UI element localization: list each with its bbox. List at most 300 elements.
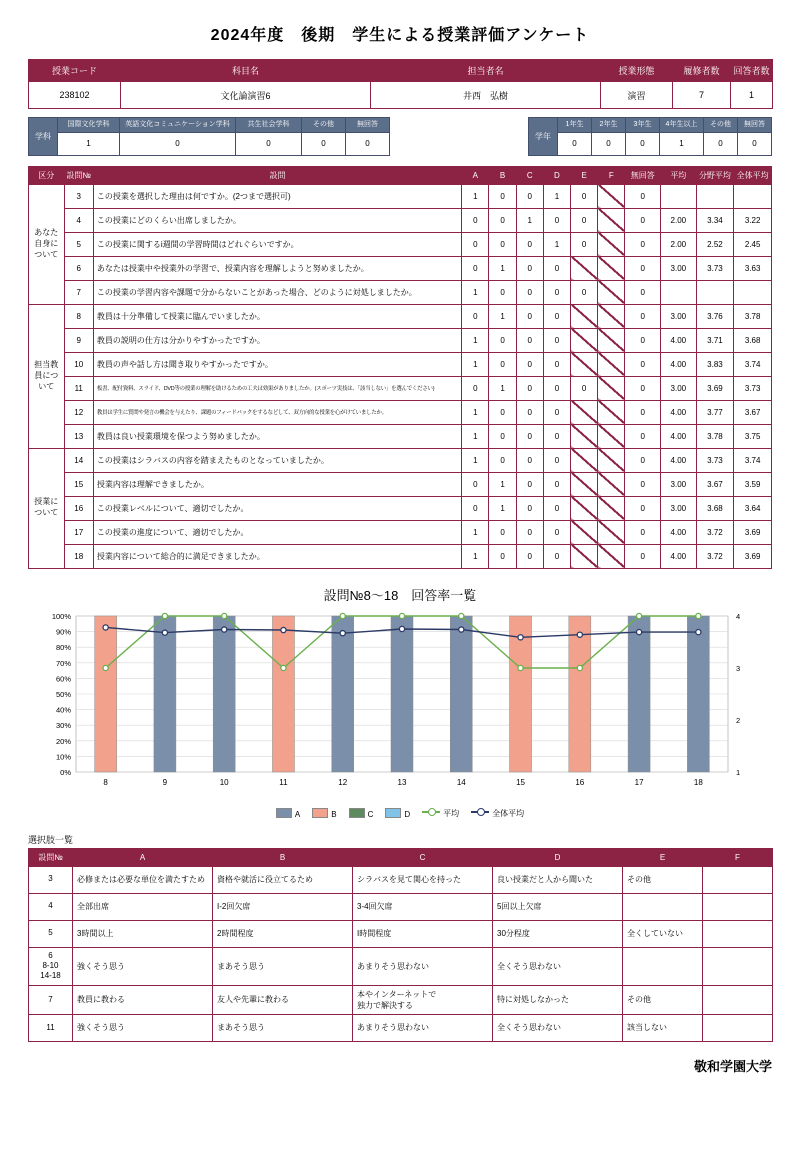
- count-e: 0: [571, 376, 598, 400]
- y-axis-tick-left: 10%: [55, 752, 71, 762]
- choice-b: 友人や先輩に教わる: [213, 985, 353, 1014]
- count-b: 1: [489, 376, 516, 400]
- count-f: [598, 232, 625, 256]
- point-全体平均-16: [577, 632, 582, 637]
- chart-svg: [28, 608, 772, 804]
- count-b: 1: [489, 472, 516, 496]
- count-c: 0: [516, 184, 543, 208]
- y-axis-tick-left: 0%: [60, 767, 71, 777]
- col-choice-e: E: [623, 848, 703, 866]
- value-course-code: 238102: [29, 82, 121, 109]
- question-no: 14: [64, 448, 93, 472]
- count-a: 1: [462, 544, 489, 568]
- table-row: [29, 1014, 773, 1041]
- point-全体平均-13: [399, 626, 404, 631]
- y-axis-tick-left: 80%: [55, 642, 71, 652]
- count-b: 1: [489, 304, 516, 328]
- count-a: 0: [462, 496, 489, 520]
- value-grade-4plus: 1: [660, 132, 704, 155]
- point-平均-14: [459, 613, 464, 618]
- question-text: 教員は良い授業環境を保つよう努めましたか。: [93, 424, 461, 448]
- x-axis-tick: 10: [219, 777, 229, 787]
- x-axis-tick: 16: [575, 777, 585, 787]
- point-平均-15: [518, 665, 523, 670]
- col-dept-other: その他: [302, 118, 346, 133]
- legend-item-全体平均: [471, 808, 524, 819]
- col-grade-noanswer: 無回答: [738, 118, 772, 133]
- value-average: 3.00: [661, 472, 697, 496]
- value-average: 3.00: [661, 376, 697, 400]
- choice-question-no: 3: [29, 866, 73, 893]
- col-grade-other: その他: [704, 118, 738, 133]
- question-text: 授業内容について総合的に満足できましたか。: [93, 544, 461, 568]
- point-全体平均-14: [459, 627, 464, 632]
- count-f: [598, 496, 625, 520]
- col-choice-b: B: [213, 848, 353, 866]
- count-c: 0: [516, 304, 543, 328]
- chart-title: 設問№8～18 回答率一覧: [323, 587, 477, 603]
- value-overall-average: 3.69: [734, 544, 772, 568]
- col-choice-d: D: [493, 848, 623, 866]
- value-respondent-count: 1: [731, 82, 773, 109]
- value-instructor-name: 井西 弘樹: [371, 82, 601, 109]
- y-axis-tick-left: 30%: [55, 720, 71, 730]
- col-subject-name: 科目名: [121, 60, 371, 82]
- choice-d: 特に対処しなかった: [493, 985, 623, 1014]
- value-overall-average: 3.75: [734, 424, 772, 448]
- choice-c: あまりそう思わない: [353, 947, 493, 985]
- point-全体平均-15: [518, 634, 523, 639]
- table-row: [29, 424, 772, 448]
- count-b: 0: [489, 352, 516, 376]
- x-axis-tick: 11: [279, 777, 288, 787]
- choice-question-no: 6 8-10 14-18: [29, 947, 73, 985]
- table-row: [29, 472, 772, 496]
- x-axis-tick: 9: [162, 777, 168, 787]
- table-header-row: [29, 848, 773, 866]
- count-f: [598, 424, 625, 448]
- value-class-type: 演習: [601, 82, 673, 109]
- count-d: 0: [543, 448, 570, 472]
- count-c: 0: [516, 232, 543, 256]
- count-b: 0: [489, 448, 516, 472]
- count-e: 0: [571, 280, 598, 304]
- choice-question-no: 5: [29, 920, 73, 947]
- value-grade-noanswer: 0: [738, 132, 772, 155]
- count-d: 0: [543, 472, 570, 496]
- question-text: この授業の進度について、適切でしたか。: [93, 520, 461, 544]
- question-results-table: [28, 166, 772, 569]
- choice-e: [623, 893, 703, 920]
- question-no: 13: [64, 424, 93, 448]
- choice-c: 本やインターネットで 独力で解決する: [353, 985, 493, 1014]
- legend-item-C: [349, 808, 374, 819]
- col-choice-a: A: [73, 848, 213, 866]
- count-f: [598, 448, 625, 472]
- value-average: 4.00: [661, 400, 697, 424]
- choice-b: 2時間程度: [213, 920, 353, 947]
- col-respondent-count: 回答者数: [731, 60, 773, 82]
- grade-table: [528, 117, 772, 156]
- col-c: C: [516, 166, 543, 184]
- question-text: この授業の学習内容や課題で分からないことがあった場合、どのように対処しましたか。: [93, 280, 461, 304]
- count-noanswer: 0: [625, 352, 661, 376]
- value-field-average: 3.34: [696, 208, 734, 232]
- question-no: 16: [64, 496, 93, 520]
- value-average: 3.00: [661, 496, 697, 520]
- value-average: [661, 280, 697, 304]
- point-平均-17: [636, 613, 641, 618]
- table-row: [29, 985, 773, 1014]
- value-average: 4.00: [661, 448, 697, 472]
- col-grade-1: 1年生: [558, 118, 592, 133]
- choice-b: 資格や就活に役立てるため: [213, 866, 353, 893]
- question-no: 5: [64, 232, 93, 256]
- value-field-average: 2.52: [696, 232, 734, 256]
- point-全体平均-17: [636, 629, 641, 634]
- count-c: 0: [516, 496, 543, 520]
- y-axis-tick-left: 60%: [55, 674, 71, 684]
- legend-label-B: B: [331, 809, 337, 819]
- count-d: 0: [543, 376, 570, 400]
- bar-B-11: [272, 616, 294, 772]
- table-row: [29, 232, 772, 256]
- legend-label-C: C: [367, 809, 374, 819]
- table-row: [29, 893, 773, 920]
- y-axis-tick-left: 70%: [55, 658, 71, 668]
- legend-line-全体平均: [471, 811, 489, 813]
- y-axis-tick-left: 100%: [51, 611, 71, 621]
- table-row: [29, 184, 772, 208]
- count-a: 1: [462, 184, 489, 208]
- choice-a: 全部出席: [73, 893, 213, 920]
- value-dept-english: 0: [120, 132, 236, 155]
- value-overall-average: 3.22: [734, 208, 772, 232]
- y-axis-tick-right: 3: [736, 663, 741, 673]
- count-a: 0: [462, 376, 489, 400]
- count-e: 0: [571, 184, 598, 208]
- question-no: 9: [64, 328, 93, 352]
- count-d: 0: [543, 544, 570, 568]
- col-noanswer: 無回答: [625, 166, 661, 184]
- col-dept-international: 国際文化学科: [58, 118, 120, 133]
- count-f: [598, 256, 625, 280]
- count-a: 1: [462, 520, 489, 544]
- choice-a: 必修または必要な単位を満たすため: [73, 866, 213, 893]
- value-average: [661, 184, 697, 208]
- col-grade-4plus: 4年生以上: [660, 118, 704, 133]
- question-text: この授業を選択した理由は何ですか。(2つまで選択可): [93, 184, 461, 208]
- choice-e: その他: [623, 985, 703, 1014]
- x-axis-tick: 12: [338, 777, 348, 787]
- count-f: [598, 304, 625, 328]
- count-f: [598, 208, 625, 232]
- y-axis-tick-left: 90%: [55, 627, 71, 637]
- value-average: 4.00: [661, 424, 697, 448]
- col-instructor-name: 担当者名: [371, 60, 601, 82]
- value-grade-1: 0: [558, 132, 592, 155]
- point-平均-10: [222, 613, 227, 618]
- count-e: [571, 496, 598, 520]
- count-f: [598, 328, 625, 352]
- value-average: 4.00: [661, 544, 697, 568]
- value-overall-average: 3.69: [734, 520, 772, 544]
- choice-d: 良い授業だと人から聞いた: [493, 866, 623, 893]
- y-axis-tick-right: 4: [736, 611, 741, 621]
- count-e: [571, 328, 598, 352]
- count-noanswer: 0: [625, 400, 661, 424]
- choice-c: シラバスを見て関心を持った: [353, 866, 493, 893]
- y-axis-tick-left: 40%: [55, 705, 71, 715]
- count-b: 0: [489, 208, 516, 232]
- count-e: 0: [571, 208, 598, 232]
- col-f: F: [598, 166, 625, 184]
- value-dept-noanswer: 0: [346, 132, 390, 155]
- y-axis-tick-left: 50%: [55, 689, 71, 699]
- count-noanswer: 0: [625, 448, 661, 472]
- count-c: 0: [516, 400, 543, 424]
- choice-e: 該当しない: [623, 1014, 703, 1041]
- count-a: 0: [462, 304, 489, 328]
- legend-label-平均: 平均: [443, 808, 460, 818]
- legend-item-平均: [422, 808, 459, 819]
- legend-swatch-C: [349, 808, 365, 818]
- col-grade-2: 2年生: [592, 118, 626, 133]
- choice-f: [703, 947, 773, 985]
- value-grade-2: 0: [592, 132, 626, 155]
- question-text: この授業にどのくらい出席しましたか。: [93, 208, 461, 232]
- choice-d: 全くそう思わない: [493, 1014, 623, 1041]
- col-choice-c: C: [353, 848, 493, 866]
- legend-swatch-D: [385, 808, 401, 818]
- count-b: 1: [489, 496, 516, 520]
- count-d: 0: [543, 400, 570, 424]
- value-grade-3: 0: [626, 132, 660, 155]
- value-average: 2.00: [661, 232, 697, 256]
- point-全体平均-9: [162, 630, 167, 635]
- bar-A-13: [391, 616, 413, 772]
- question-category: 授業について: [29, 448, 65, 568]
- count-b: 0: [489, 424, 516, 448]
- col-b: B: [489, 166, 516, 184]
- col-course-code: 授業コード: [29, 60, 121, 82]
- count-c: 0: [516, 352, 543, 376]
- value-average: 2.00: [661, 208, 697, 232]
- value-overall-average: 2.45: [734, 232, 772, 256]
- count-d: 0: [543, 256, 570, 280]
- legend-label-A: A: [294, 809, 301, 819]
- count-f: [598, 472, 625, 496]
- value-dept-other: 0: [302, 132, 346, 155]
- count-d: 0: [543, 280, 570, 304]
- table-row: [29, 947, 773, 985]
- point-全体平均-18: [696, 629, 701, 634]
- value-enrolled-count: 7: [673, 82, 731, 109]
- count-noanswer: 0: [625, 256, 661, 280]
- value-field-average: 3.71: [696, 328, 734, 352]
- value-field-average: 3.83: [696, 352, 734, 376]
- choice-a: 3時間以上: [73, 920, 213, 947]
- count-b: 0: [489, 520, 516, 544]
- demographics-row: [28, 117, 772, 156]
- choice-b: まあそう思う: [213, 1014, 353, 1041]
- count-a: 1: [462, 424, 489, 448]
- count-e: [571, 520, 598, 544]
- value-field-average: 3.72: [696, 544, 734, 568]
- value-average: 3.00: [661, 304, 697, 328]
- count-d: 0: [543, 328, 570, 352]
- count-a: 0: [462, 208, 489, 232]
- value-dept-international: 1: [58, 132, 120, 155]
- question-text: あなたは授業中や授業外の学習で、授業内容を理解しようと努めましたか。: [93, 256, 461, 280]
- choice-f: [703, 866, 773, 893]
- count-e: [571, 352, 598, 376]
- count-f: [598, 544, 625, 568]
- value-field-average: 3.68: [696, 496, 734, 520]
- count-a: 1: [462, 328, 489, 352]
- legend-item-A: [276, 808, 300, 819]
- value-overall-average: 3.63: [734, 256, 772, 280]
- table-header-row: [29, 118, 390, 133]
- count-c: 0: [516, 256, 543, 280]
- count-a: 0: [462, 472, 489, 496]
- point-平均-16: [577, 665, 582, 670]
- col-dept-english: 英語文化コミュニケーション学科: [120, 118, 236, 133]
- question-no: 3: [64, 184, 93, 208]
- count-d: 0: [543, 520, 570, 544]
- choice-d: 全くそう思わない: [493, 947, 623, 985]
- value-dept-society: 0: [236, 132, 302, 155]
- legend-item-B: [312, 808, 336, 819]
- count-a: 1: [462, 280, 489, 304]
- table-header-row: [29, 166, 772, 184]
- point-平均-9: [162, 613, 167, 618]
- col-choice-f: F: [703, 848, 773, 866]
- count-e: [571, 424, 598, 448]
- value-grade-other: 0: [704, 132, 738, 155]
- count-f: [598, 520, 625, 544]
- value-overall-average: 3.64: [734, 496, 772, 520]
- table-row: [29, 304, 772, 328]
- question-no: 10: [64, 352, 93, 376]
- value-overall-average: 3.73: [734, 376, 772, 400]
- value-field-average: 3.73: [696, 448, 734, 472]
- count-b: 0: [489, 400, 516, 424]
- y-axis-tick-right: 1: [736, 767, 741, 777]
- question-category: あなた自身について: [29, 184, 65, 304]
- question-no: 12: [64, 400, 93, 424]
- choice-f: [703, 920, 773, 947]
- table-row: [29, 866, 773, 893]
- x-axis-tick: 17: [634, 777, 644, 787]
- x-axis-tick: 18: [693, 777, 703, 787]
- question-category: 担当教員について: [29, 304, 65, 448]
- count-e: [571, 400, 598, 424]
- legend-line-平均: [422, 811, 440, 813]
- course-info-table: [28, 59, 773, 109]
- question-no: 7: [64, 280, 93, 304]
- value-overall-average: 3.74: [734, 352, 772, 376]
- value-field-average: [696, 184, 734, 208]
- point-平均-11: [281, 665, 286, 670]
- choice-e: その他: [623, 866, 703, 893]
- count-noanswer: 0: [625, 328, 661, 352]
- response-rate-chart: [28, 608, 772, 804]
- count-noanswer: 0: [625, 520, 661, 544]
- university-name: 敬和学園大学: [693, 1058, 772, 1074]
- count-noanswer: 0: [625, 424, 661, 448]
- chart-legend: [28, 808, 772, 819]
- count-noanswer: 0: [625, 208, 661, 232]
- question-no: 6: [64, 256, 93, 280]
- col-e: E: [571, 166, 598, 184]
- count-d: 1: [543, 184, 570, 208]
- col-dept-society: 共生社会学科: [236, 118, 302, 133]
- value-overall-average: 3.67: [734, 400, 772, 424]
- count-a: 1: [462, 448, 489, 472]
- table-row: [29, 132, 390, 155]
- question-no: 4: [64, 208, 93, 232]
- table-row: [529, 132, 772, 155]
- table-row: [29, 208, 772, 232]
- question-text: 教員は学生に質問や発言の機会を与えたり、課題のフィードバックをするなどして、双方向的な授業を心がけていましたか。: [93, 400, 461, 424]
- count-c: 0: [516, 448, 543, 472]
- x-axis-tick: 15: [516, 777, 525, 787]
- count-a: 0: [462, 256, 489, 280]
- legend-swatch-A: [276, 808, 292, 818]
- point-全体平均-10: [222, 627, 227, 632]
- value-field-average: 3.67: [696, 472, 734, 496]
- department-table: [28, 117, 390, 156]
- count-f: [598, 184, 625, 208]
- count-e: 0: [571, 232, 598, 256]
- point-全体平均-8: [103, 625, 108, 630]
- count-noanswer: 0: [625, 544, 661, 568]
- point-平均-12: [340, 613, 345, 618]
- value-field-average: 3.78: [696, 424, 734, 448]
- choice-a: 教員に教わる: [73, 985, 213, 1014]
- table-row: [29, 920, 773, 947]
- count-e: [571, 448, 598, 472]
- department-label: 学科: [29, 118, 58, 156]
- value-field-average: 3.76: [696, 304, 734, 328]
- value-field-average: [696, 280, 734, 304]
- choice-question-no: 7: [29, 985, 73, 1014]
- count-d: 0: [543, 304, 570, 328]
- count-d: 0: [543, 352, 570, 376]
- count-e: [571, 472, 598, 496]
- table-row: [29, 352, 772, 376]
- bar-A-17: [628, 616, 650, 772]
- table-row: [29, 256, 772, 280]
- legend-label-D: D: [404, 809, 411, 819]
- count-noanswer: 0: [625, 232, 661, 256]
- col-class-type: 授業形態: [601, 60, 673, 82]
- y-axis-tick-left: 20%: [55, 736, 71, 746]
- value-overall-average: [734, 184, 772, 208]
- question-text: この授業に関するi週間の学習時間はどれぐらいですか。: [93, 232, 461, 256]
- col-grade-3: 3年生: [626, 118, 660, 133]
- y-axis-tick-right: 2: [736, 715, 741, 725]
- col-question-text: 設問: [93, 166, 461, 184]
- question-text: 授業内容は理解できましたか。: [93, 472, 461, 496]
- table-row: [29, 280, 772, 304]
- count-noanswer: 0: [625, 472, 661, 496]
- value-average: 4.00: [661, 520, 697, 544]
- col-a: A: [462, 166, 489, 184]
- question-text: この授業レベルについて、適切でしたか。: [93, 496, 461, 520]
- count-f: [598, 352, 625, 376]
